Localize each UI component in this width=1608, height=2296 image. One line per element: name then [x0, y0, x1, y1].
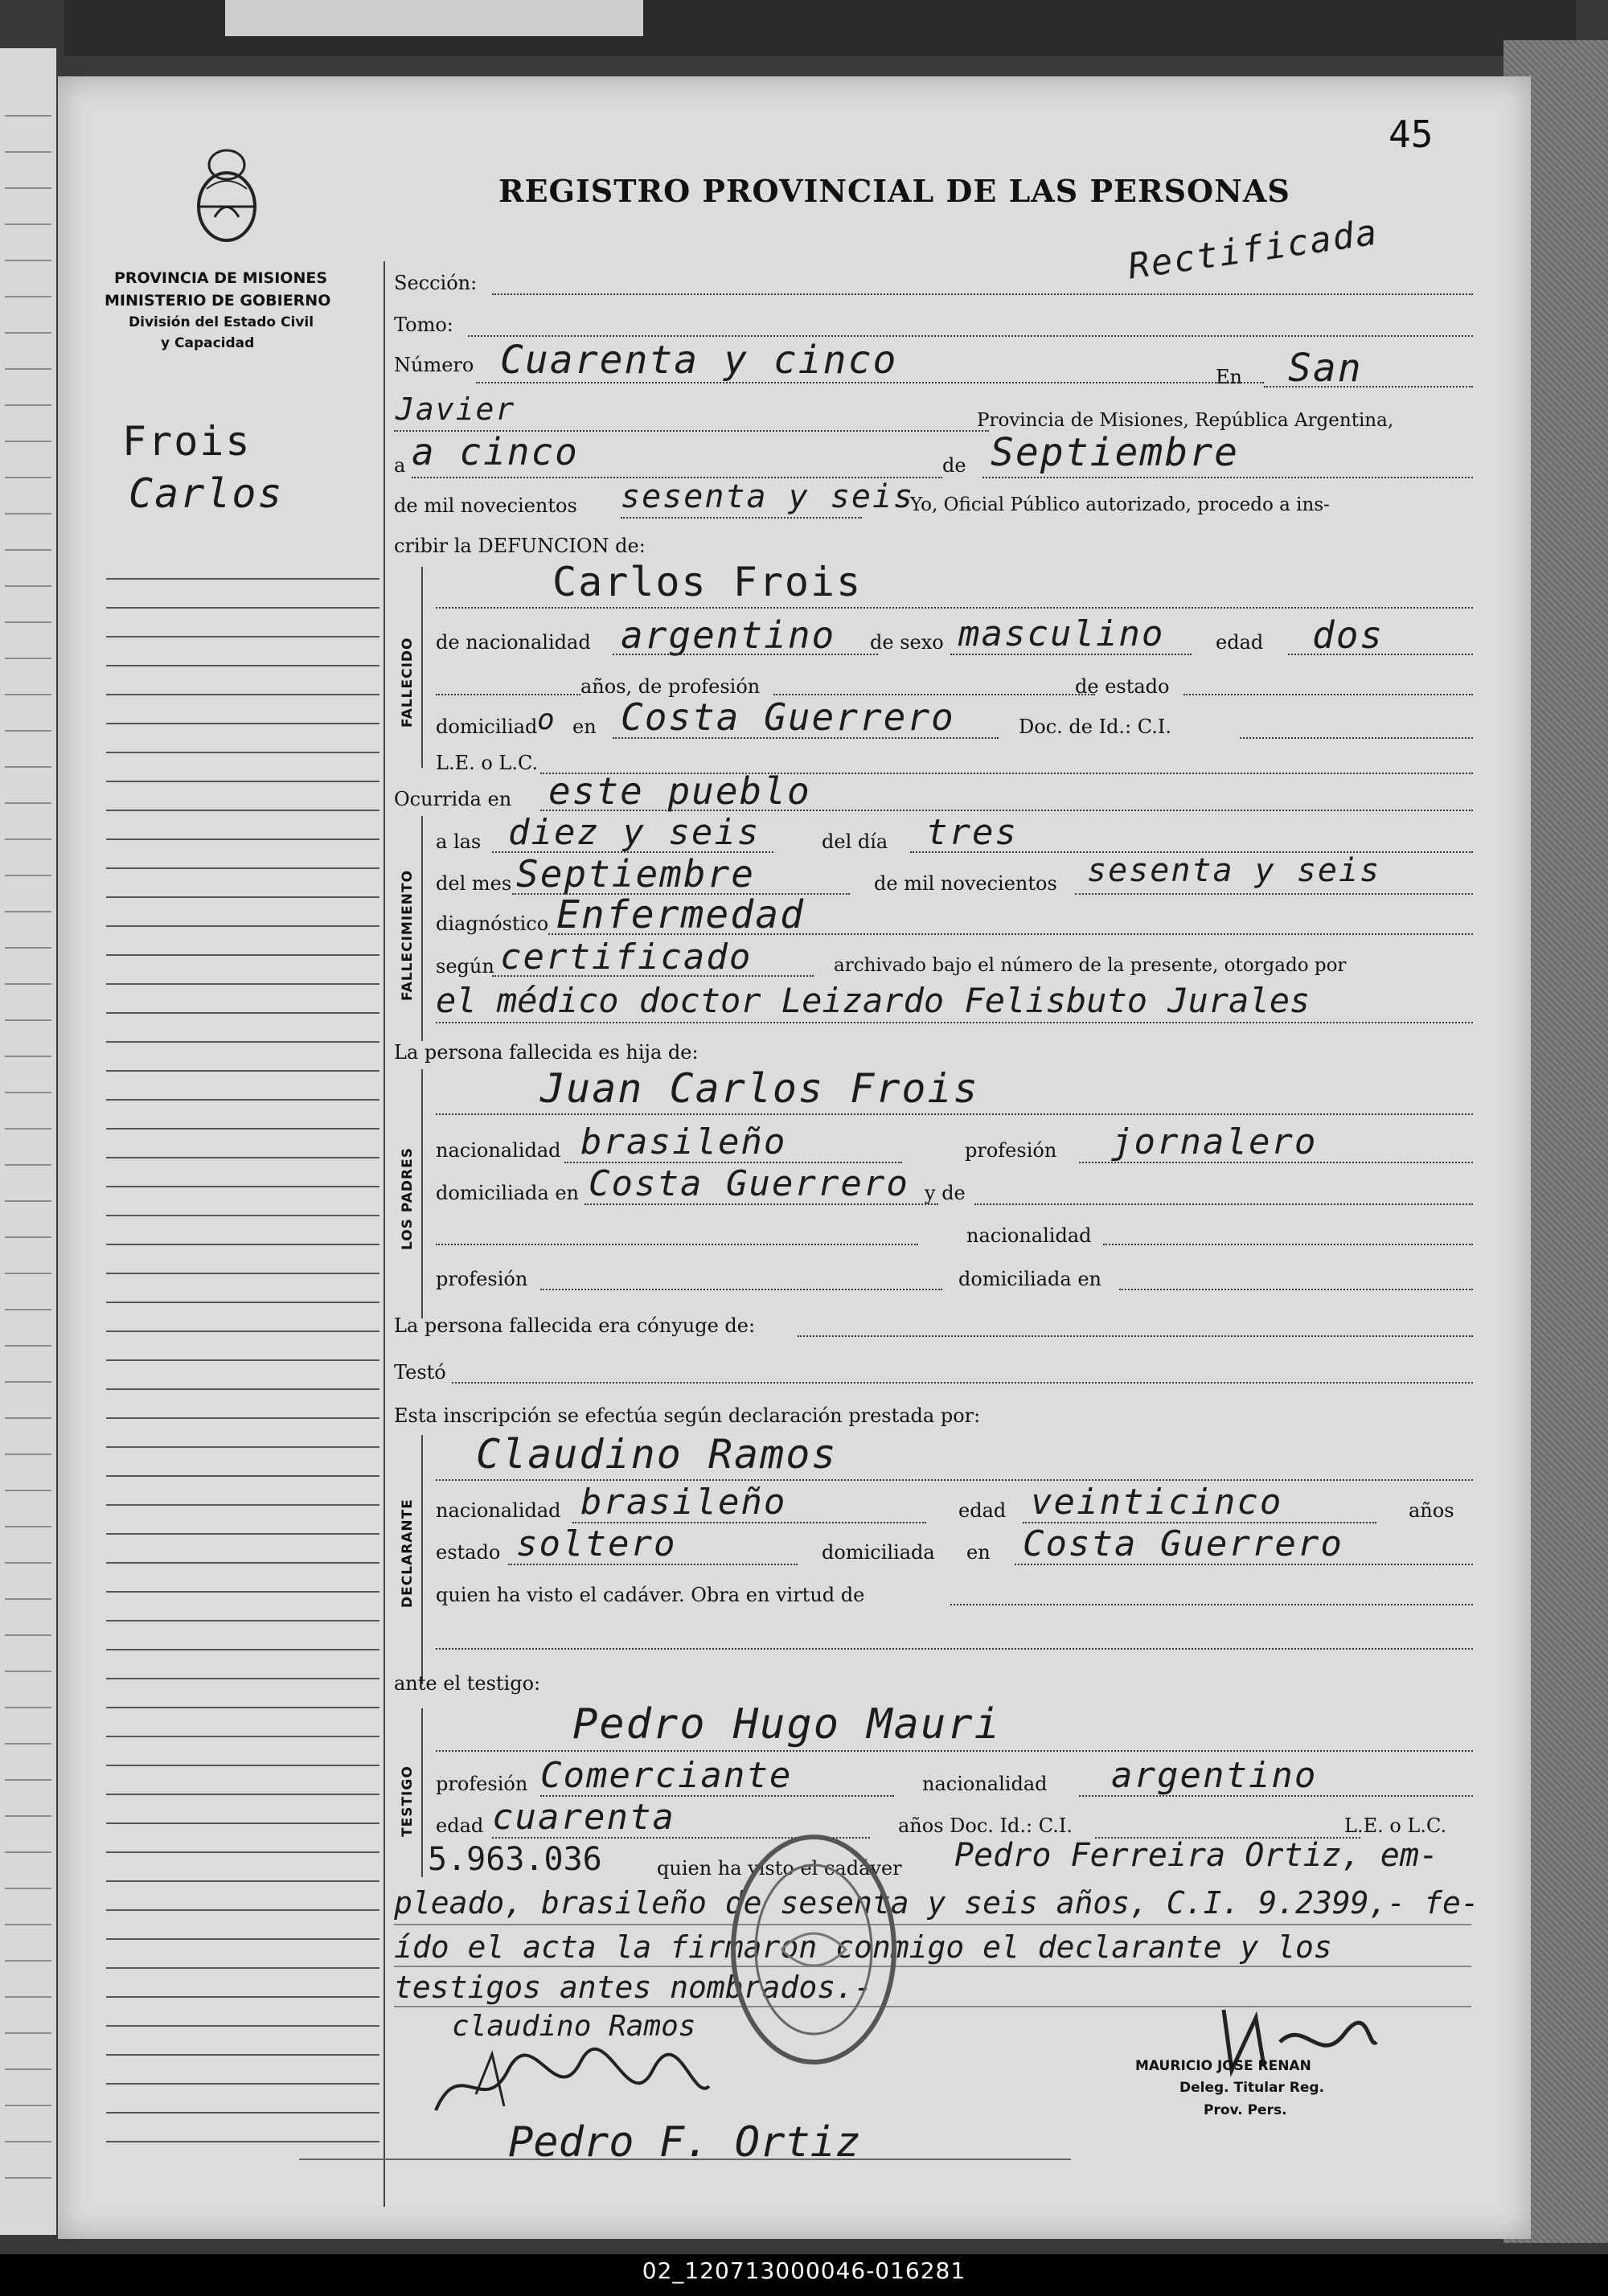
label-hija-de: La persona fallecida es hija de:: [394, 1041, 699, 1064]
hw-nota-3: testigos antes nombrados.-: [394, 1970, 872, 2005]
label-test-profesion: profesión: [436, 1773, 528, 1795]
label-de-mil-2: de mil novecientos: [874, 872, 1057, 895]
side-label-declarante: DECLARANTE: [400, 1499, 416, 1608]
bracket-testigo: [421, 1708, 423, 1877]
label-decl-estado: estado: [436, 1541, 501, 1564]
line-padre-dom: [585, 1203, 938, 1205]
line-sexo: [950, 654, 1192, 655]
coat-of-arms-icon: [191, 141, 263, 245]
label-edad: edad: [1216, 631, 1264, 654]
line-madre-prof: [540, 1289, 942, 1290]
label-madre-domiciliada: domiciliada en: [958, 1268, 1101, 1290]
page-number: 45: [1389, 113, 1434, 156]
register-page: [58, 76, 1531, 2239]
hw-mes-fall: Septiembre: [516, 852, 755, 896]
label-decl-anos: años: [1409, 1499, 1454, 1522]
hw-test-ci: 5.963.036: [428, 1841, 602, 1878]
line-madre-2: [436, 1244, 918, 1245]
line-diagnostico: [548, 933, 1473, 935]
stamp-name: MAURICIO JOSE RENAN: [1135, 2058, 1311, 2074]
label-madre-profesion: profesión: [436, 1268, 528, 1290]
stamp-place: Prov. Pers.: [1204, 2102, 1287, 2118]
hw-decl-dom: Costa Guerrero: [1023, 1523, 1343, 1564]
hw-test-edad: cuarenta: [492, 1797, 675, 1838]
hw-padre-dom: Costa Guerrero: [589, 1163, 909, 1204]
label-sexo: de sexo: [870, 631, 944, 654]
label-test-le-lc: L.E. o L.C.: [1344, 1814, 1447, 1837]
line-domicilio: [613, 737, 999, 739]
document-title: REGISTRO PROVINCIAL DE LAS PERSONAS: [498, 173, 1290, 209]
label-diagnostico: diagnóstico: [436, 912, 549, 935]
province-name: PROVINCIA DE MISIONES: [114, 269, 328, 287]
line-anos: [436, 694, 580, 695]
signature-line: [299, 2159, 1071, 2160]
hw-testigo: Pedro Hugo Mauri: [572, 1700, 1001, 1749]
hw-javier: Javier: [396, 392, 516, 427]
label-decl-nacionalidad: nacionalidad: [436, 1499, 561, 1522]
line-seccion: [492, 293, 1473, 295]
hw-numero: Cuarenta y cinco: [500, 338, 898, 383]
hw-en: San: [1288, 346, 1363, 391]
hw-padre: Juan Carlos Frois: [540, 1065, 979, 1112]
label-en-2: en: [572, 715, 597, 738]
hw-diagnostico: Enfermedad: [556, 892, 805, 937]
side-label-padres: LOS PADRES: [400, 1147, 416, 1250]
label-test-edad: edad: [436, 1814, 484, 1837]
label-madre-nacionalidad: nacionalidad: [966, 1224, 1092, 1247]
line-madre: [974, 1203, 1473, 1205]
line-nacionalidad: [613, 654, 878, 655]
hw-anio: sesenta y seis: [621, 478, 915, 515]
label-provincia: Provincia de Misiones, República Argentina,: [977, 410, 1394, 431]
line-fallecido-nombre: [436, 607, 1473, 609]
label-archivado: archivado bajo el número de la presente, otorgado por: [834, 955, 1347, 976]
label-anos-doc: años Doc. Id.: C.I.: [898, 1814, 1073, 1837]
margin-ruled-lines: [106, 551, 379, 2159]
line-visto: [950, 1604, 1473, 1605]
hw-padre-prof: jornalero: [1111, 1121, 1318, 1162]
bracket-padres: [421, 1069, 423, 1318]
label-inscribir: cribir la DEFUNCION de:: [394, 535, 646, 557]
label-de-estado: de estado: [1075, 675, 1170, 698]
line-doc: [1240, 737, 1473, 739]
line-numero: [476, 382, 1264, 383]
hw-nota-2: ído el acta la firmaron conmigo el declarante y los: [394, 1929, 1332, 1965]
label-inscripcion: Esta inscripción se efectúa según declaración prestada por:: [394, 1404, 981, 1427]
hw-ocurrida: este pueblo: [548, 769, 811, 813]
label-de: de: [942, 454, 966, 477]
hw-fallecido-nombre: Carlos Frois: [552, 559, 863, 605]
line-ocurrida: [540, 810, 1473, 811]
label-padre-domiciliada: domiciliada en: [436, 1182, 579, 1204]
label-test-nacionalidad: nacionalidad: [922, 1773, 1048, 1795]
hw-domicilio: Costa Guerrero: [621, 695, 955, 739]
hw-test-prof: Comerciante: [540, 1755, 793, 1796]
hw-nota-1: pleado, brasileño de sesenta y seis años, C.I. 9.2399,- fe-: [394, 1885, 1479, 1921]
line-visto-2: [436, 1648, 1473, 1650]
hw-dia: tres: [926, 812, 1018, 853]
hw-edad: dos: [1312, 613, 1384, 657]
label-visto-4: quien ha visto el cadáver: [657, 1857, 902, 1880]
line-testo: [452, 1382, 1473, 1384]
label-y-de: y de: [925, 1182, 966, 1204]
bracket-fallecimiento: [421, 816, 423, 1041]
margin-surname: Frois: [122, 418, 252, 465]
line-en: [1264, 386, 1473, 387]
side-label-testigo: TESTIGO: [400, 1765, 416, 1837]
line-tomo: [468, 335, 1473, 337]
line-anio: [621, 517, 862, 519]
label-le-lc: L.E. o L.C.: [436, 752, 539, 774]
label-decl-en: en: [966, 1541, 991, 1564]
label-visto: quien ha visto el cadáver. Obra en virtud de: [436, 1584, 865, 1606]
label-del-dia: del día: [822, 830, 888, 853]
hw-nacionalidad: argentino: [621, 613, 836, 657]
book-top-edge: [64, 0, 1576, 56]
line-decl-dom: [1015, 1564, 1473, 1565]
line-declarante: [436, 1479, 1473, 1481]
line-test-nac: [1079, 1795, 1473, 1797]
label-del-mes: del mes: [436, 872, 512, 895]
note-rule-1: [394, 1924, 1471, 1925]
side-label-fallecimiento: FALLECIMIENTO: [400, 869, 416, 1001]
hw-decl-nac: brasileño: [580, 1482, 787, 1523]
label-en: En: [1216, 366, 1242, 388]
official-seal-icon: [725, 1829, 902, 2070]
line-medico: [436, 1022, 1473, 1023]
rectificada-annotation: Rectificada: [1125, 211, 1381, 288]
line-segun: [492, 975, 814, 977]
hw-mes: Septiembre: [991, 430, 1239, 475]
line-padre-prof: [1079, 1162, 1473, 1163]
margin-divider: [384, 261, 385, 2207]
hw-decl-estado: soltero: [516, 1523, 677, 1564]
label-domiciliad: domiciliad: [436, 715, 538, 738]
label-segun: según: [436, 955, 494, 978]
bracket-declarante: [421, 1435, 423, 1684]
previous-page-edge: [0, 48, 56, 2235]
division-name: División del Estado Civil: [129, 314, 314, 330]
side-label-fallecido: FALLECIDO: [400, 637, 416, 728]
signature-declarante: claudino Ramos: [452, 2010, 696, 2043]
line-mes: [982, 477, 1473, 478]
hw-padre-nac: brasileño: [580, 1121, 787, 1162]
label-seccion: Sección:: [394, 272, 478, 294]
label-oficial: Yo, Oficial Público autorizado, procedo a ins-: [910, 494, 1330, 515]
label-nacionalidad: de nacionalidad: [436, 631, 591, 654]
line-estado: [1183, 694, 1473, 695]
label-padre-nacionalidad: nacionalidad: [436, 1139, 561, 1162]
label-testigo: ante el testigo:: [394, 1672, 541, 1695]
signature-testigo: Pedro F. Ortiz: [508, 2118, 861, 2167]
hw-hora: diez y seis: [508, 812, 761, 853]
stamp-role: Deleg. Titular Reg.: [1179, 2080, 1325, 2096]
label-a-las: a las: [436, 830, 482, 853]
division-name-2: y Capacidad: [161, 335, 255, 351]
bracket-fallecido: [421, 567, 423, 768]
hw-domiciliad-suffix: o: [537, 703, 556, 736]
label-decl-domiciliada: domiciliada: [822, 1541, 935, 1564]
margin-name: Carlos: [129, 470, 284, 517]
label-ocurrida: Ocurrida en: [394, 788, 512, 810]
hw-anio-fall: sesenta y seis: [1087, 852, 1381, 889]
label-decl-edad: edad: [958, 1499, 1007, 1522]
line-anio-fall: [1075, 893, 1473, 895]
witness-signature-scribble: [428, 2038, 717, 2126]
image-identifier: 02_120713000046-016281: [642, 2257, 966, 2284]
hw-medico: el médico doctor Leizardo Felisbuto Jurales: [436, 981, 1311, 1020]
label-tomo: Tomo:: [394, 314, 453, 336]
label-doc-id: Doc. de Id.: C.I.: [1019, 715, 1172, 738]
hw-sexo: masculino: [958, 613, 1165, 654]
line-madre-nac: [1103, 1244, 1473, 1245]
hw-a: a cinco: [412, 430, 579, 474]
label-testo: Testó: [394, 1361, 446, 1384]
label-a: a: [394, 454, 406, 477]
line-conyuge: [798, 1335, 1473, 1337]
label-conyuge: La persona fallecida era cónyuge de:: [394, 1314, 756, 1337]
hw-test-nac: argentino: [1111, 1755, 1318, 1796]
ministry-name: MINISTERIO DE GOBIERNO: [105, 292, 331, 310]
hw-segun: certificado: [500, 937, 753, 978]
label-numero: Número: [394, 354, 474, 376]
note-rule-2: [394, 1966, 1471, 1967]
line-edad: [1288, 654, 1473, 655]
label-anos-profesion: años, de profesión: [580, 675, 761, 698]
hw-declarante: Claudino Ramos: [476, 1431, 838, 1478]
hw-decl-edad: veinticinco: [1031, 1482, 1283, 1523]
line-decl-estado: [508, 1564, 798, 1565]
label-padre-profesion: profesión: [965, 1139, 1057, 1162]
hw-test-visto: Pedro Ferreira Ortiz, em-: [954, 1837, 1439, 1874]
line-padre: [436, 1113, 1473, 1115]
line-testigo: [436, 1750, 1473, 1752]
line-madre-dom: [1119, 1289, 1473, 1290]
label-de-mil: de mil novecientos: [394, 494, 577, 517]
